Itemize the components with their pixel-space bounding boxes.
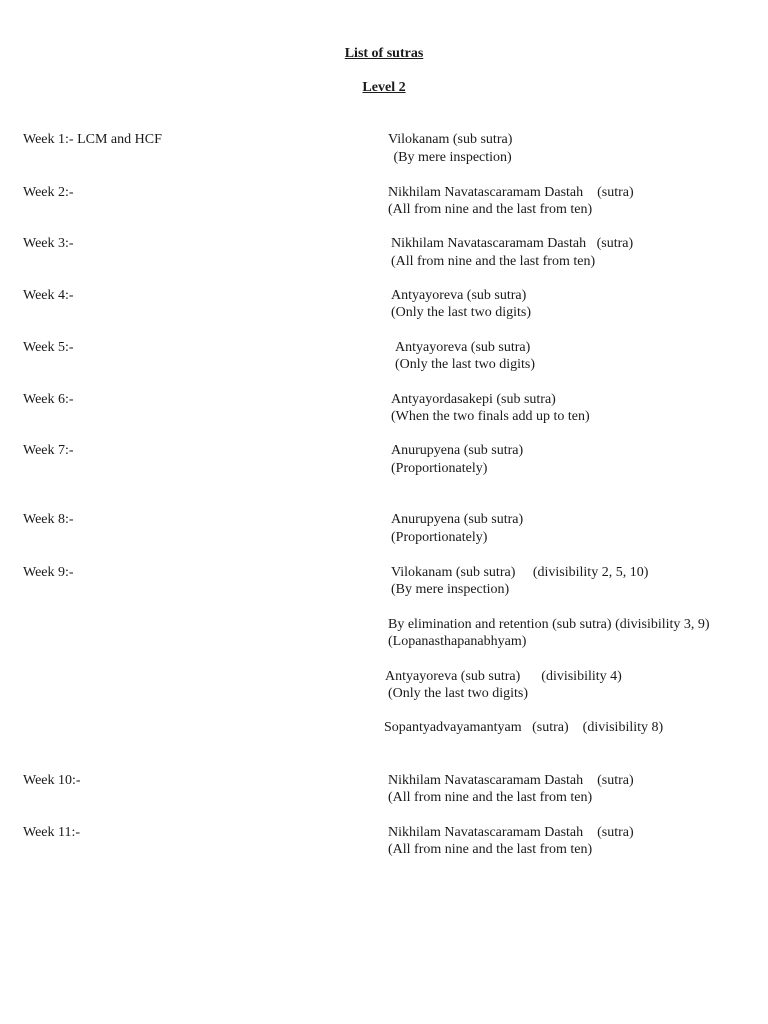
level-heading: Level 2 [362, 80, 406, 95]
sutra-name: Antyayoreva (sub sutra) [395, 340, 531, 355]
sutra-meaning: (All from nine and the last from ten) [388, 790, 593, 805]
sutra-meaning: (By mere inspection) [390, 150, 512, 165]
sutra-meaning: (All from nine and the last from ten) [388, 842, 593, 857]
sutra-name: Nikhilam Navatascaramam Dastah (sutra) [388, 825, 634, 840]
week-label: Week 5:- [23, 340, 74, 355]
sutra-name: By elimination and retention (sub sutra) (divisibility 3, 9) [388, 617, 710, 632]
week-label: Week 3:- [23, 236, 74, 251]
sutra-name: Vilokanam (sub sutra) [388, 132, 513, 147]
sutra-meaning: (Lopanasthapanabhyam) [388, 634, 527, 649]
sutra-meaning: (By mere inspection) [391, 582, 510, 597]
week-label: Week 2:- [23, 185, 74, 200]
sutra-name: Anurupyena (sub sutra) [391, 443, 524, 458]
sutra-name: Nikhilam Navatascaramam Dastah (sutra) [388, 185, 634, 200]
sutra-name: Nikhilam Navatascaramam Dastah (sutra) [391, 236, 634, 251]
week-label: Week 10:- [23, 773, 81, 788]
sutra-meaning: (Only the last two digits) [391, 305, 531, 320]
sutra-meaning: (All from nine and the last from ten) [391, 254, 596, 269]
sutra-meaning: (Only the last two digits) [388, 686, 528, 701]
week-label: Week 7:- [23, 443, 74, 458]
sutra-name: Antyayoreva (sub sutra) [391, 288, 527, 303]
sutra-meaning: (Proportionately) [391, 461, 488, 476]
week-label: Week 11:- [23, 825, 81, 840]
week-label: Week 9:- [23, 565, 74, 580]
sutra-name: Sopantyadvayamantyam (sutra) (divisibility 8) [384, 720, 664, 735]
week-label: Week 6:- [23, 392, 74, 407]
sutra-meaning: (Only the last two digits) [395, 357, 535, 372]
week-label: Week 1:- LCM and HCF [23, 132, 162, 147]
document-title: List of sutras [344, 46, 424, 61]
sutra-name: Antyayoreva (sub sutra) (divisibility 4) [385, 669, 622, 684]
sutra-name: Antyayordasakepi (sub sutra) [391, 392, 556, 407]
sutra-name: Nikhilam Navatascaramam Dastah (sutra) [388, 773, 634, 788]
sutra-meaning: (Proportionately) [391, 530, 488, 545]
week-label: Week 4:- [23, 288, 74, 303]
sutra-meaning: (When the two finals add up to ten) [391, 409, 590, 424]
sutra-meaning: (All from nine and the last from ten) [388, 202, 593, 217]
week-label: Week 8:- [23, 512, 74, 527]
sutra-name: Vilokanam (sub sutra) (divisibility 2, 5, 10) [391, 565, 649, 580]
sutra-name: Anurupyena (sub sutra) [391, 512, 524, 527]
